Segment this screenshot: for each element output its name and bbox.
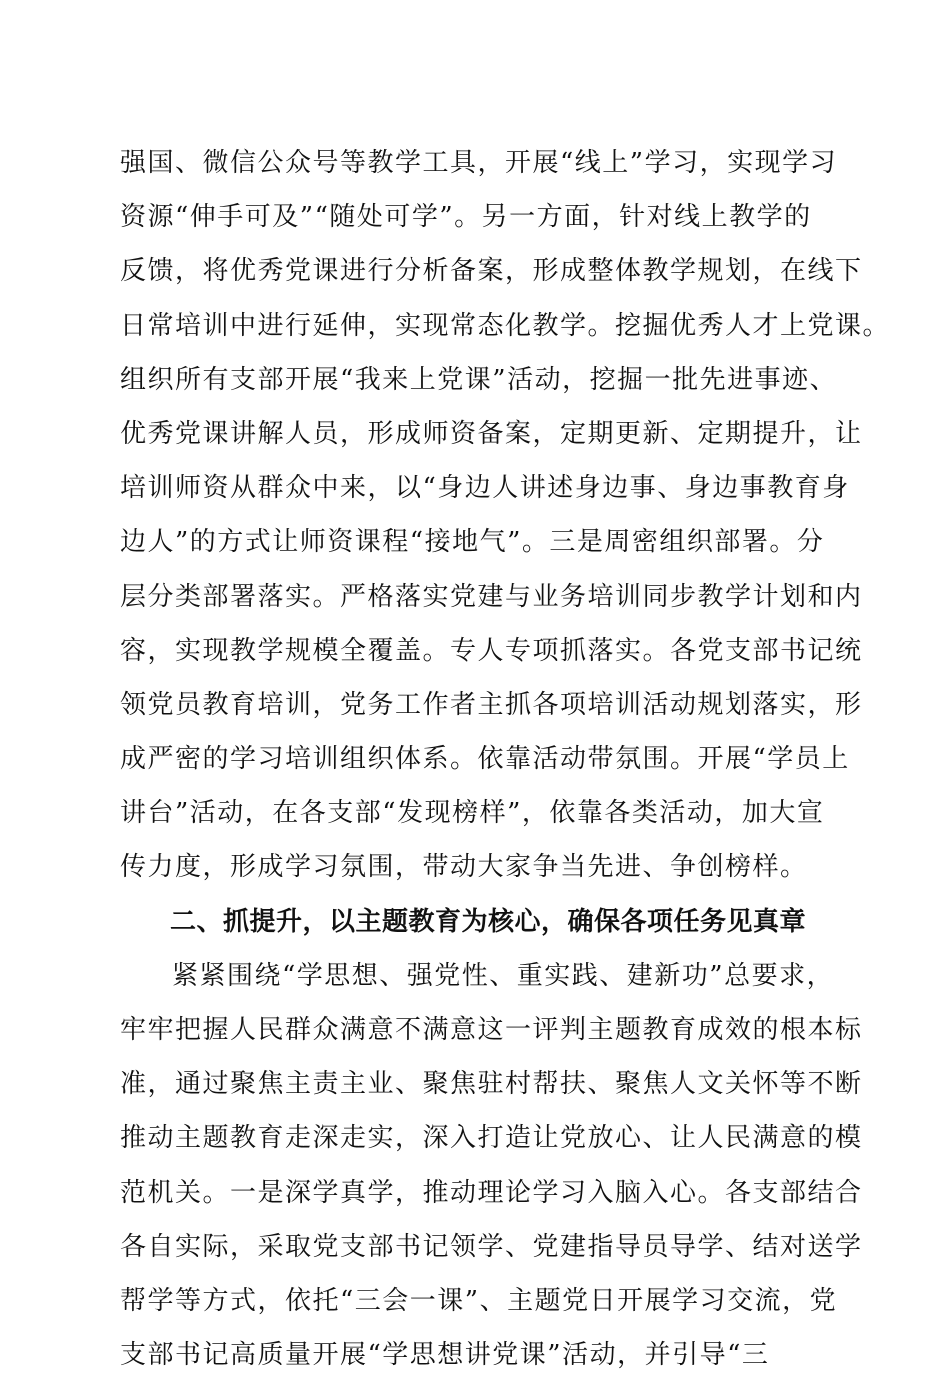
text-line: 领党员教育培训，党务工作者主抓各项培训活动规划落实，形 xyxy=(120,689,863,720)
text-line: 资源“伸手可及”“随处可学”。另一方面，针对线上教学的 xyxy=(120,202,812,233)
section-heading: 二、抓提升，以主题教育为核心，确保各项任务见真章 xyxy=(170,906,807,937)
text-line: 成严密的学习培训组织体系。依靠活动带氛围。开展“学员上 xyxy=(120,744,850,775)
text-line: 日常培训中进行延伸，实现常态化教学。挖掘优秀人才上党课。 xyxy=(120,310,891,341)
text-line: 培训师资从群众中来，以“身边人讲述身边事、身边事教育身 xyxy=(120,473,850,504)
text-line: 优秀党课讲解人员，形成师资备案，定期更新、定期提升，让 xyxy=(120,418,863,449)
text-line: 强国、微信公众号等教学工具，开展“线上”学习，实现学习 xyxy=(120,148,838,178)
text-line: 帮学等方式，依托“三会一课”、主题党日开展学习交流，党 xyxy=(120,1285,838,1316)
text-line: 边人”的方式让师资课程“接地气”。三是周密组织部署。分 xyxy=(120,527,825,558)
text-line: 范机关。一是深学真学，推动理论学习入脑入心。各支部结合 xyxy=(120,1177,863,1208)
text-line: 传力度，形成学习氛围，带动大家争当先进、争创榜样。 xyxy=(120,852,808,883)
text-line: 紧紧围绕“学思想、强党性、重实践、建新功”总要求， xyxy=(172,960,835,991)
text-line: 层分类部署落实。严格落实党建与业务培训同步教学计划和内 xyxy=(120,581,863,612)
text-line: 各自实际，采取党支部书记领学、党建指导员导学、结对送学 xyxy=(120,1231,863,1262)
text-line: 反馈，将优秀党课进行分析备案，形成整体教学规划，在线下 xyxy=(120,256,863,287)
text-line: 讲台”活动，在各支部“发现榜样”，依靠各类活动，加大宣 xyxy=(120,798,825,829)
text-line: 准，通过聚焦主责主业、聚焦驻村帮扶、聚焦人文关怀等不断 xyxy=(120,1069,863,1100)
body-text xyxy=(120,136,891,1382)
text-line: 牢牢把握人民群众满意不满意这一评判主题教育成效的根本标 xyxy=(120,1015,863,1045)
text-line: 容，实现教学规模全覆盖。专人专项抓落实。各党支部书记统 xyxy=(120,635,863,666)
text-line: 推动主题教育走深走实，深入打造让党放心、让人民满意的模 xyxy=(120,1123,863,1154)
text-line: 组织所有支部开展“我来上党课”活动，挖掘一批先进事迹、 xyxy=(120,364,838,395)
text-line: 支部书记高质量开展“学思想讲党课”活动，并引导“三 xyxy=(120,1340,770,1371)
